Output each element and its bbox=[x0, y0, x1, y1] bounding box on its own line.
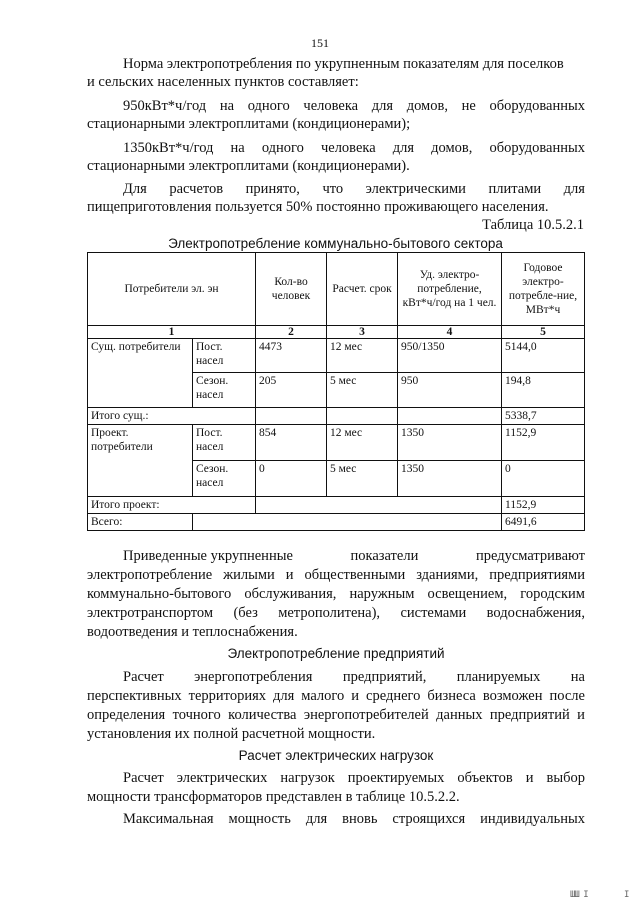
table-header-row bbox=[88, 253, 585, 326]
table-total-row bbox=[88, 497, 585, 514]
word: на bbox=[230, 140, 245, 156]
word: предприятиями bbox=[489, 567, 585, 583]
word: на bbox=[570, 669, 585, 685]
word: для bbox=[273, 688, 295, 704]
word: одного bbox=[247, 98, 290, 114]
word: человека bbox=[320, 140, 376, 156]
after-p2-line3 bbox=[87, 706, 585, 724]
col-number: 1 bbox=[88, 326, 256, 339]
cell-period: 12 мес bbox=[327, 339, 398, 373]
word: бизнеса bbox=[427, 688, 476, 704]
word: домов, bbox=[406, 98, 448, 114]
word: расчетов bbox=[169, 181, 224, 197]
cell-count: 0 bbox=[256, 461, 327, 497]
word: оборудованных bbox=[489, 140, 585, 156]
after-p2-line4: установления их полной расчетной мощности. bbox=[87, 726, 376, 742]
col-number: 2 bbox=[256, 326, 327, 339]
table-title: Электропотребление коммунально-бытового сектора bbox=[168, 236, 503, 251]
word: индивидуальных bbox=[480, 811, 585, 827]
after-p1-line4 bbox=[87, 604, 585, 622]
table-total-row bbox=[88, 408, 585, 425]
col-number: 4 bbox=[398, 326, 502, 339]
word: точного bbox=[172, 707, 221, 723]
word: водоснабжения, bbox=[486, 605, 585, 621]
header-specific: Уд. электро-потребление, кВт*ч/год на 1 чел. bbox=[398, 253, 502, 326]
word: возможен bbox=[482, 688, 543, 704]
word: обслуживания, bbox=[244, 586, 337, 602]
word: предприятий bbox=[489, 707, 570, 723]
word: и bbox=[577, 707, 585, 723]
empty-cell bbox=[256, 497, 502, 514]
after-p3-line2: мощности трансформаторов представлен в таблице 10.5.2.2. bbox=[87, 789, 460, 805]
word: и bbox=[351, 688, 360, 704]
empty-cell bbox=[256, 408, 327, 425]
word: не bbox=[461, 98, 476, 114]
word: строящихся bbox=[392, 811, 466, 827]
word: освещением, bbox=[427, 586, 508, 602]
word: электрических bbox=[176, 770, 268, 786]
cell-period: 5 мес bbox=[327, 461, 398, 497]
word: Для bbox=[123, 181, 147, 197]
header-count: Кол-во человек bbox=[256, 253, 327, 326]
word: 950кВт*ч/год bbox=[123, 98, 207, 114]
word: нагрузок bbox=[280, 770, 335, 786]
word: городским bbox=[520, 586, 585, 602]
word: данных bbox=[436, 707, 483, 723]
word: определения bbox=[87, 707, 166, 723]
after-p1-line2 bbox=[87, 566, 585, 584]
word: человека bbox=[303, 98, 359, 114]
table-number: Таблица 10.5.2.1 bbox=[482, 217, 584, 233]
word: Расчет bbox=[123, 770, 164, 786]
word: Приведенные укрупненные bbox=[123, 548, 293, 564]
after-p4-line1 bbox=[123, 810, 585, 828]
word: вновь bbox=[342, 811, 378, 827]
total-label: Итого сущ.: bbox=[88, 408, 256, 425]
column-number-row bbox=[88, 326, 585, 339]
footer-mark-right: I bbox=[624, 890, 629, 900]
cell-annual: 5144,0 bbox=[502, 339, 585, 373]
cell-annual: 1152,9 bbox=[502, 425, 585, 461]
word: объектов bbox=[457, 770, 513, 786]
word: проектируемых bbox=[347, 770, 445, 786]
cell-annual: 0 bbox=[502, 461, 585, 497]
empty-cell bbox=[327, 408, 398, 425]
intro-p3-line1 bbox=[123, 139, 585, 157]
word: для bbox=[563, 181, 585, 197]
cell-count: 4473 bbox=[256, 339, 327, 373]
word: оборудованных bbox=[489, 98, 585, 114]
word: наружным bbox=[349, 586, 415, 602]
word: территориях bbox=[188, 688, 266, 704]
word: жилыми bbox=[223, 567, 275, 583]
cell-annual: 5338,7 bbox=[502, 408, 585, 425]
footer-marks: ШШ I bbox=[570, 890, 588, 900]
word: на bbox=[219, 98, 235, 114]
table-total-row bbox=[88, 514, 585, 531]
intro-p1-line1: Норма электропотребления по укрупненным показателям для поселков bbox=[123, 56, 564, 72]
table-row bbox=[88, 425, 585, 461]
cell-specific: 950 bbox=[398, 373, 502, 408]
row-group-label: Проект. потребители bbox=[88, 425, 193, 497]
heading-enterprises: Электропотребление предприятий bbox=[227, 646, 445, 661]
energy-consumption-table bbox=[87, 252, 585, 531]
cell-count: 205 bbox=[256, 373, 327, 408]
word: для bbox=[371, 98, 394, 114]
word: для bbox=[305, 811, 328, 827]
word: выбор bbox=[546, 770, 585, 786]
word: количества bbox=[228, 707, 297, 723]
total-label: Всего: bbox=[88, 514, 193, 531]
cell-specific: 1350 bbox=[398, 425, 502, 461]
empty-cell bbox=[398, 408, 502, 425]
word: для bbox=[392, 140, 415, 156]
word: энергопотребления bbox=[194, 669, 313, 685]
cell-annual: 194,8 bbox=[502, 373, 585, 408]
word: системами bbox=[400, 605, 467, 621]
row-type: Сезон. насел bbox=[193, 461, 256, 497]
after-p2-line2 bbox=[87, 687, 585, 705]
word: показатели bbox=[350, 548, 419, 564]
empty-cell bbox=[193, 514, 502, 531]
word: принято, bbox=[245, 181, 300, 197]
word: и bbox=[285, 567, 294, 583]
word: плитами bbox=[488, 181, 542, 197]
after-p1-line1 bbox=[123, 547, 585, 565]
word: электрическими bbox=[365, 181, 466, 197]
word: после bbox=[549, 688, 585, 704]
row-type: Пост. насел bbox=[193, 425, 256, 461]
word: малого bbox=[301, 688, 345, 704]
word: метрополитена), bbox=[278, 605, 381, 621]
after-p1-line5: водоотведения и теплоснабжения. bbox=[87, 624, 298, 640]
word: общественными bbox=[304, 567, 406, 583]
col-number: 3 bbox=[327, 326, 398, 339]
word: и bbox=[525, 770, 534, 786]
word: предусматривают bbox=[475, 548, 585, 564]
after-p1-line3 bbox=[87, 585, 585, 603]
after-p3-line1 bbox=[123, 769, 585, 787]
word: Максимальная bbox=[123, 811, 214, 827]
total-label: Итого проект: bbox=[88, 497, 256, 514]
word: Расчет bbox=[123, 669, 164, 685]
word: зданиями, bbox=[416, 567, 479, 583]
word: предприятий, bbox=[342, 669, 427, 685]
cell-count: 854 bbox=[256, 425, 327, 461]
table-row bbox=[88, 339, 585, 373]
word: энергопотребителей bbox=[303, 707, 429, 723]
cell-period: 12 мес bbox=[327, 425, 398, 461]
cell-specific: 1350 bbox=[398, 461, 502, 497]
page-number: 151 bbox=[311, 36, 329, 50]
intro-p3-line2: стационарными электроплитами (кондиционерами). bbox=[87, 158, 410, 174]
intro-p2-line1 bbox=[123, 97, 585, 115]
word: 1350кВт*ч/год bbox=[123, 140, 214, 156]
header-annual: Годовое электро-потребле-ние, МВт*ч bbox=[502, 253, 585, 326]
cell-annual: 1152,9 bbox=[502, 497, 585, 514]
word: одного bbox=[261, 140, 304, 156]
intro-p2-line2: стационарными электроплитами (кондиционерами); bbox=[87, 116, 411, 132]
word: мощность bbox=[228, 811, 291, 827]
col-number: 5 bbox=[502, 326, 585, 339]
intro-p1-line2: и сельских населенных пунктов составляет: bbox=[87, 74, 359, 90]
cell-period: 5 мес bbox=[327, 373, 398, 408]
header-consumers: Потребители эл. эн bbox=[88, 253, 256, 326]
heading-loads: Расчет электрических нагрузок bbox=[238, 748, 434, 763]
intro-p4-line2: пищеприготовления пользуется 50% постоянно проживающего населения. bbox=[87, 199, 549, 215]
cell-annual: 6491,6 bbox=[502, 514, 585, 531]
row-type: Пост. насел bbox=[193, 339, 256, 373]
word: коммунально-бытового bbox=[87, 586, 232, 602]
intro-p4-line1 bbox=[123, 180, 585, 198]
word: (без bbox=[233, 605, 258, 621]
cell-specific: 950/1350 bbox=[398, 339, 502, 373]
after-p2-line1 bbox=[123, 668, 585, 686]
word: среднего bbox=[366, 688, 421, 704]
word: что bbox=[322, 181, 344, 197]
header-period: Расчет. срок bbox=[327, 253, 398, 326]
row-type: Сезон. насел bbox=[193, 373, 256, 408]
word: перспективных bbox=[87, 688, 182, 704]
word: домов, bbox=[431, 140, 473, 156]
word: электропотребление bbox=[87, 567, 213, 583]
word: электротранспортом bbox=[87, 605, 214, 621]
row-group-label: Сущ. потребители bbox=[88, 339, 193, 408]
word: планируемых bbox=[456, 669, 541, 685]
